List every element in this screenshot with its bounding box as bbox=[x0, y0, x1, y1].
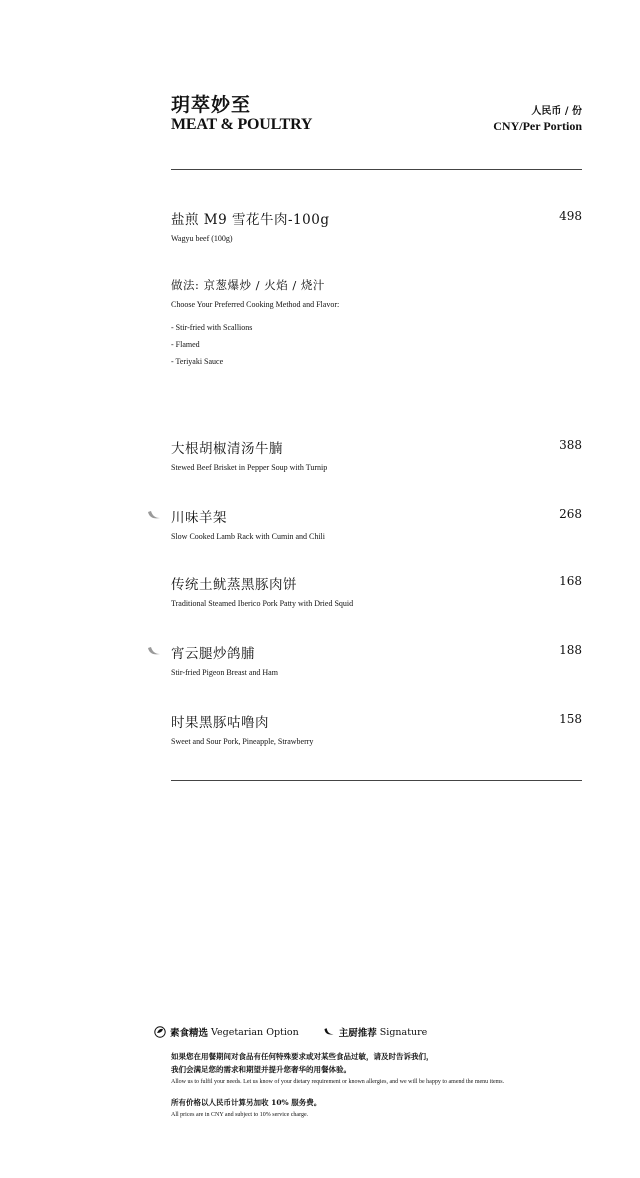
dish-price: 498 bbox=[559, 209, 582, 223]
cooking-option: - Stir-fried with Scallions bbox=[171, 323, 253, 332]
dish-name-cn: 川味羊架 bbox=[171, 510, 227, 526]
menu-item bbox=[171, 573, 582, 608]
legend bbox=[154, 1025, 451, 1039]
dish-name-cn: 盐煎 M9 雪花牛肉-100g bbox=[171, 212, 330, 228]
legend-vegetarian-en: Vegetarian Option bbox=[211, 1026, 299, 1038]
cooking-option: - Flamed bbox=[171, 340, 200, 349]
dish-price: 168 bbox=[559, 574, 582, 588]
dish-name-cn: 宵云腿炒鸽脯 bbox=[171, 646, 255, 662]
top-divider bbox=[171, 169, 582, 170]
section-title-cn: 玥萃妙至 bbox=[171, 94, 252, 116]
price-note-en: All prices are in CNY and subject to 10% service charge. bbox=[171, 1112, 309, 1118]
dish-name-en: Slow Cooked Lamb Rack with Cumin and Chili bbox=[171, 532, 325, 541]
cooking-method-title-cn: 做法: 京葱爆炒 / 火焰 / 烧汁 bbox=[171, 278, 325, 292]
crescent-moon-icon bbox=[146, 645, 162, 657]
legend-vegetarian-cn: 素食精选 bbox=[170, 1028, 209, 1039]
dish-name-en: Sweet and Sour Pork, Pineapple, Strawberry bbox=[171, 737, 314, 746]
dish-name-cn: 大根胡椒清汤牛腩 bbox=[171, 441, 283, 457]
dish-price: 388 bbox=[559, 438, 582, 452]
crescent-moon-icon bbox=[146, 509, 162, 521]
allergy-note-en: Allow us to fulfil your needs. Let us know of your dietary requirement or known allergies, and we will be happy to amend the menu items. bbox=[171, 1079, 505, 1085]
dish-price: 268 bbox=[559, 507, 582, 521]
legend-signature bbox=[323, 1025, 428, 1039]
dish-price: 158 bbox=[559, 712, 582, 726]
cooking-option: - Teriyaki Sauce bbox=[171, 357, 224, 366]
cooking-method-block bbox=[171, 277, 582, 366]
dish-name-cn: 传统土鱿蒸黑豚肉饼 bbox=[171, 577, 297, 593]
menu-item bbox=[171, 208, 582, 243]
menu-item bbox=[171, 642, 582, 677]
legend-vegetarian bbox=[154, 1025, 299, 1039]
dish-name-en: Wagyu beef (100g) bbox=[171, 234, 233, 243]
allergy-note-cn: 我们会满足您的需求和期望并提升您奢华的用餐体验。 bbox=[171, 1065, 351, 1074]
allergy-note-cn: 如果您在用餐期间对食品有任何特殊要求或对某些食品过敏，请及时告诉我们， bbox=[171, 1052, 434, 1061]
footer-notes bbox=[171, 1050, 611, 1122]
menu-item bbox=[171, 506, 582, 541]
price-unit-en: CNY/Per Portion bbox=[493, 119, 582, 133]
dish-name-en: Traditional Steamed Iberico Pork Patty with Dried Squid bbox=[171, 599, 354, 608]
menu-item bbox=[171, 711, 582, 746]
cooking-method-title-en: Choose Your Preferred Cooking Method and Flavor: bbox=[171, 300, 340, 309]
legend-signature-en: Signature bbox=[379, 1026, 428, 1038]
leaf-circle-icon bbox=[154, 1026, 166, 1038]
price-note-cn: 所有价格以人民币计算另加收 10% 服务费。 bbox=[171, 1098, 322, 1107]
crescent-moon-icon bbox=[323, 1026, 335, 1038]
price-unit-cn: 人民币 / 份 bbox=[531, 106, 582, 117]
dish-name-en: Stewed Beef Brisket in Pepper Soup with Turnip bbox=[171, 463, 328, 472]
menu-item bbox=[171, 437, 582, 472]
dish-name-cn: 时果黑豚咕噜肉 bbox=[171, 715, 269, 731]
bottom-divider bbox=[171, 780, 582, 781]
legend-signature-cn: 主厨推荐 bbox=[338, 1028, 377, 1039]
dish-name-en: Stir-fried Pigeon Breast and Ham bbox=[171, 668, 278, 677]
section-title-en: MEAT & POULTRY bbox=[171, 116, 313, 133]
dish-price: 188 bbox=[559, 643, 582, 657]
